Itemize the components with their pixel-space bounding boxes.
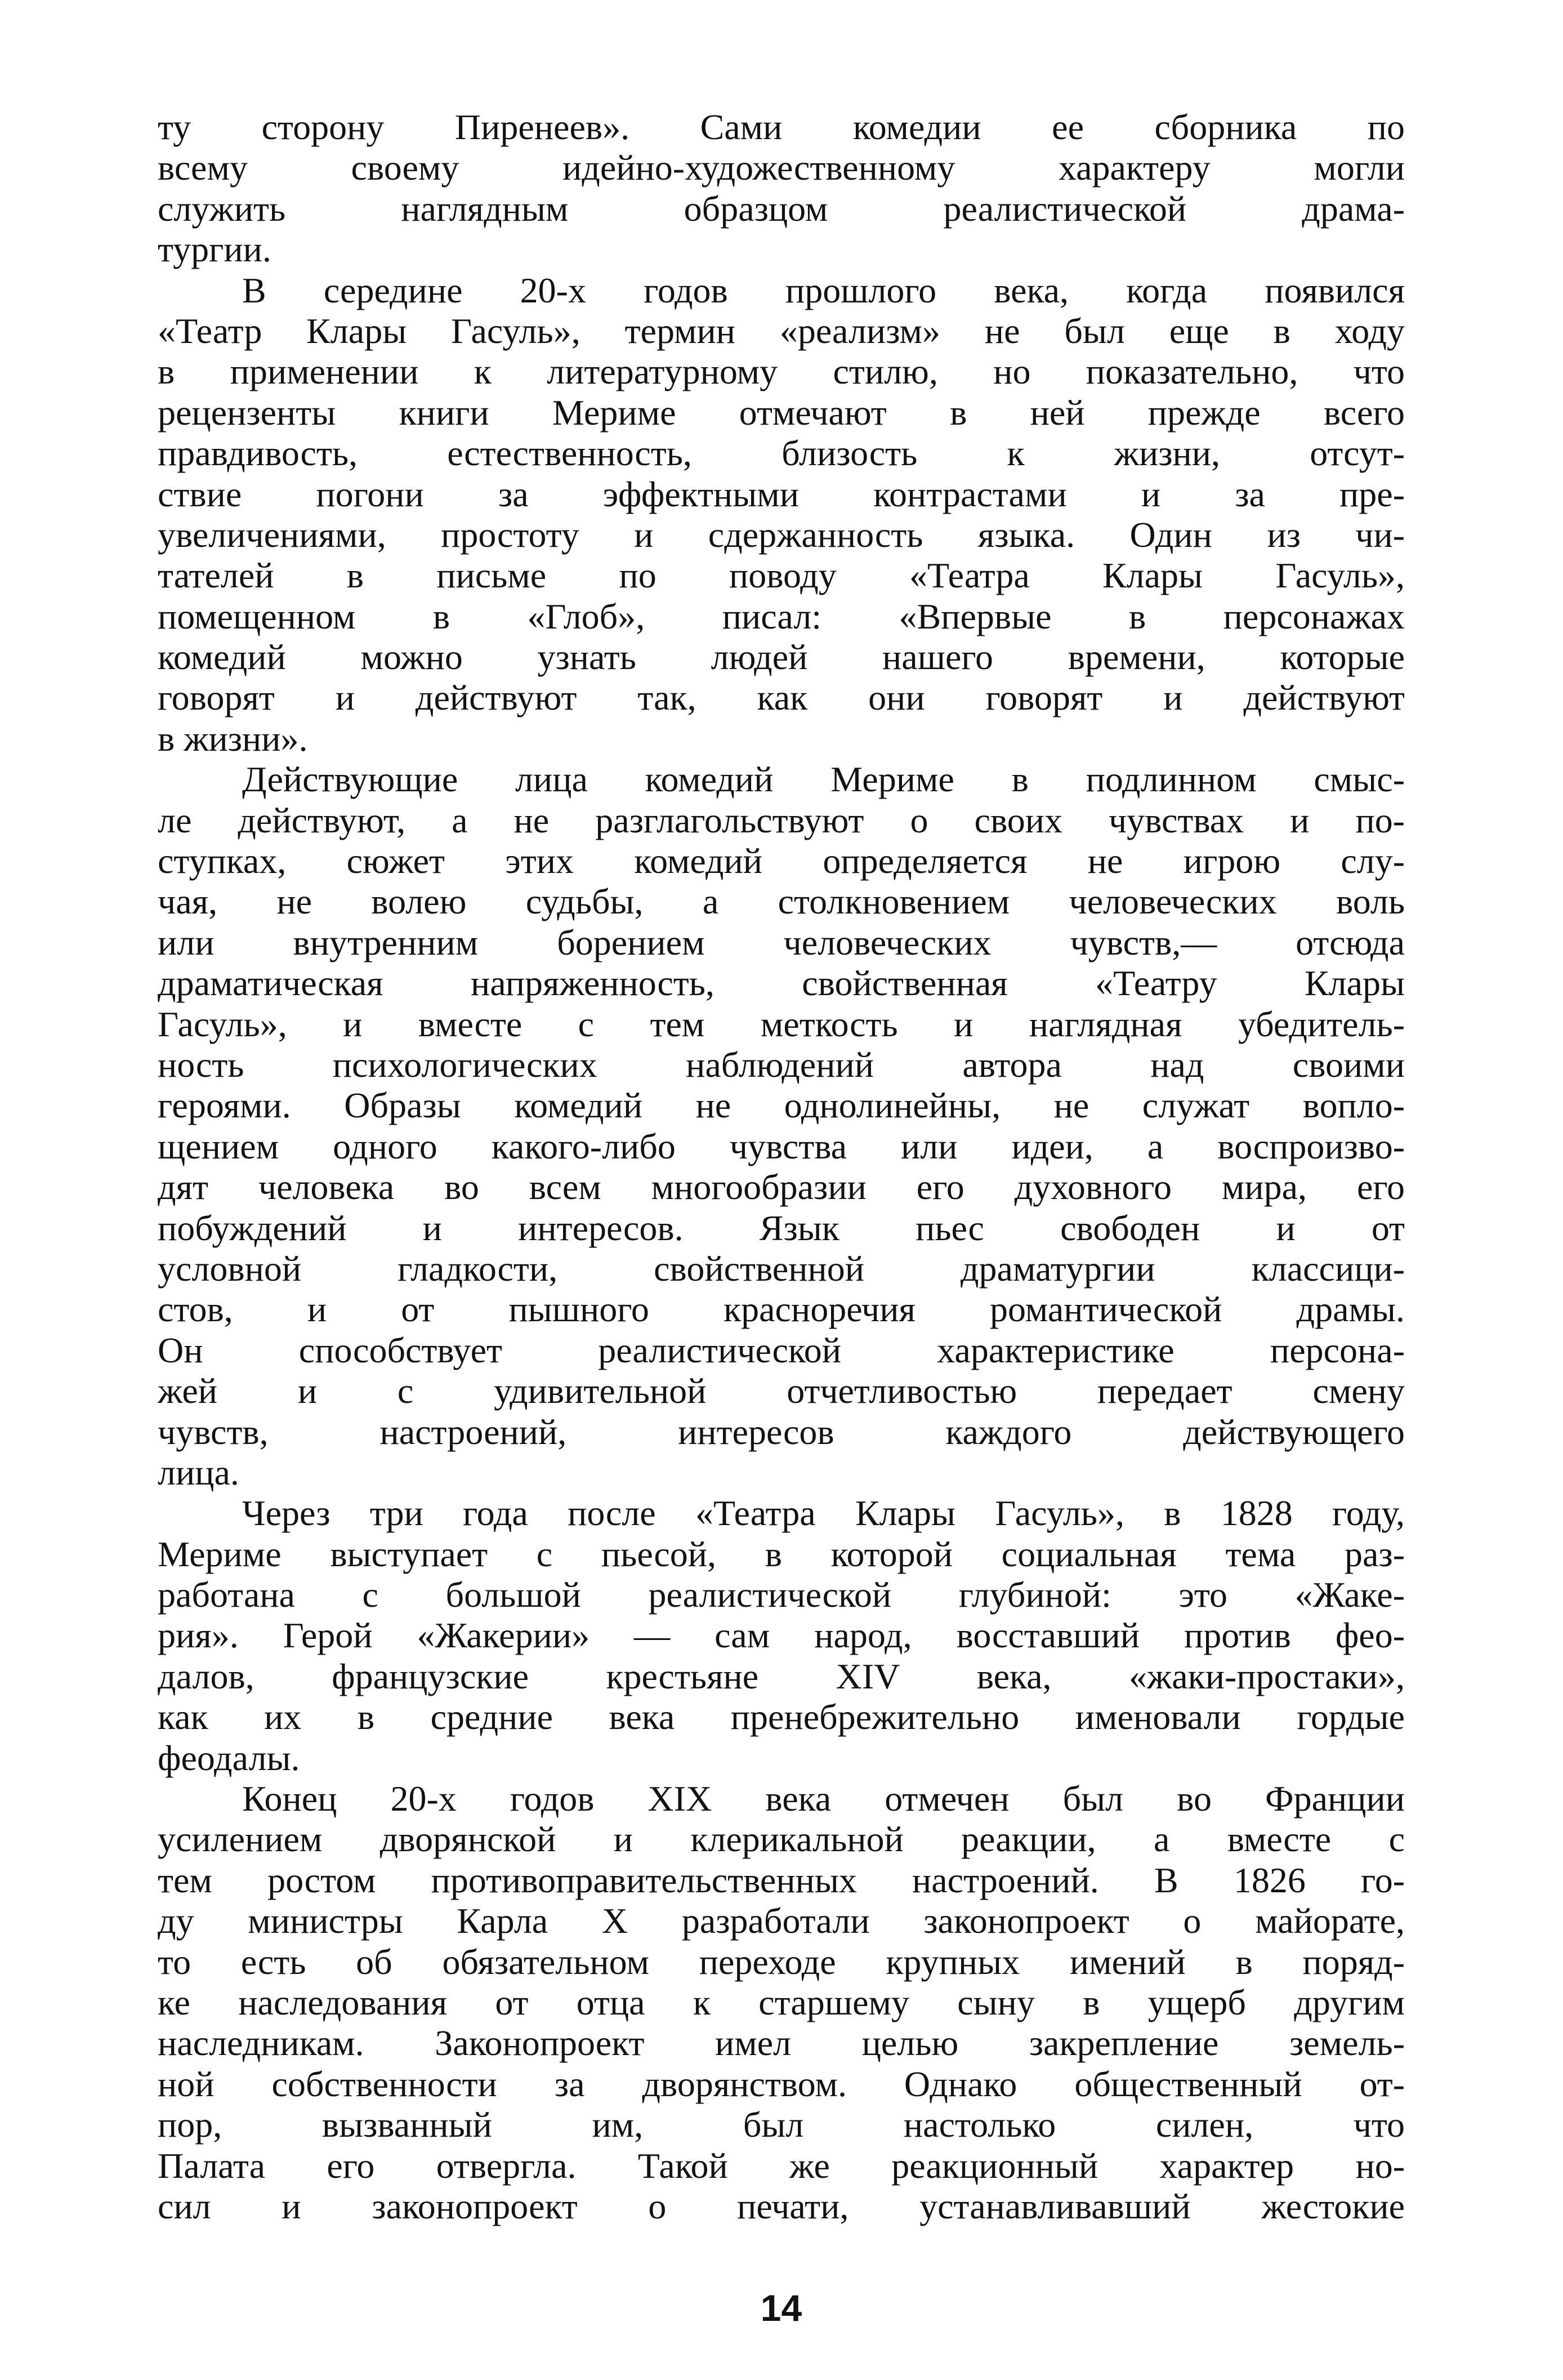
text-line: в применении к литературному стилю, но показательно, что <box>158 351 1405 392</box>
text-line: ту сторону Пиренеев». Сами комедии ее сборника по <box>158 107 1405 147</box>
page-number: 14 <box>760 2287 802 2329</box>
text-line: Мериме выступает с пьесой, в которой социальная тема раз- <box>158 1534 1405 1574</box>
text-line: Гасуль», и вместе с тем меткость и наглядная убедитель- <box>158 1004 1405 1044</box>
paragraph <box>158 270 1405 760</box>
text-line: ной собственности за дворянством. Однако общественный от- <box>158 2063 1405 2104</box>
text-line: работана с большой реалистической глубиной: это «Жаке- <box>158 1575 1405 1615</box>
text-line: жей и с удивительной отчетливостью передает смену <box>158 1371 1405 1411</box>
text-line: пор, вызванный им, был настолько силен, что <box>158 2105 1405 2145</box>
text-line: дят человека во всем многообразии его духовного мира, его <box>158 1167 1405 1207</box>
text-line: в жизни». <box>158 718 308 759</box>
text-line: В середине 20-х годов прошлого века, когда появился <box>242 270 1405 310</box>
text-line: как их в средние века пренебрежительно именовали гордые <box>158 1697 1405 1737</box>
text-line: комедий можно узнать людей нашего времени, которые <box>158 637 1405 678</box>
text-line: ке наследования от отца к старшему сыну в ущерб другим <box>158 1982 1405 2022</box>
text-line: стов, и от пышного красноречия романтической драмы. <box>158 1289 1405 1330</box>
text-line: или внутренним борением человеческих чувств,— отсюда <box>158 922 1405 962</box>
text-line: говорят и действуют так, как они говорят и действуют <box>158 678 1405 718</box>
text-body <box>158 107 1405 2227</box>
text-line: служить наглядным образцом реалистической драма- <box>158 188 1405 229</box>
text-line: феодалы. <box>158 1737 300 1778</box>
text-line: ность психологических наблюдений автора над своими <box>158 1044 1405 1085</box>
text-line: помещенном в «Глоб», писал: «Впервые в персонажах <box>158 596 1405 636</box>
text-line: увеличениями, простоту и сдержанность языка. Один из чи- <box>158 514 1405 555</box>
text-line: Действующие лица комедий Мериме в подлинном смыс- <box>242 759 1405 800</box>
text-line: лица. <box>158 1452 239 1492</box>
text-line: тателей в письме по поводу «Театра Клары Гасуль», <box>158 555 1405 596</box>
text-line: щением одного какого-либо чувства или идеи, а воспроизво- <box>158 1126 1405 1166</box>
text-line: чувств, настроений, интересов каждого действующего <box>158 1411 1405 1452</box>
book-page <box>158 107 1405 2337</box>
text-line: сил и законопроект о печати, устанавливавший жестокие <box>158 2186 1405 2226</box>
text-line: героями. Образы комедий не однолинейны, не служат вопло- <box>158 1085 1405 1126</box>
paragraph <box>158 1493 1405 1779</box>
text-line: то есть об обязательном переходе крупных имений в поряд- <box>158 1941 1405 1982</box>
text-line: тургии. <box>158 229 271 270</box>
text-line: чая, не волею судьбы, а столкновением человеческих воль <box>158 881 1405 922</box>
paragraph <box>158 1779 1405 2227</box>
text-line: ствие погони за эффектными контрастами и за пре- <box>158 474 1405 514</box>
text-line: «Театр Клары Гасуль», термин «реализм» не был еще в ходу <box>158 310 1405 351</box>
text-line: ступках, сюжет этих комедий определяется не игрою слу- <box>158 841 1405 881</box>
text-line: Конец 20-х годов XIX века отмечен был во Франции <box>242 1779 1405 1819</box>
paragraph <box>158 107 1405 270</box>
text-line: всему своему идейно-художественному характеру могли <box>158 148 1405 188</box>
text-line: правдивость, естественность, близость к жизни, отсут- <box>158 433 1405 474</box>
paragraph <box>158 759 1405 1493</box>
text-line: тем ростом противоправительственных настроений. В 1826 го- <box>158 1860 1405 1900</box>
text-line: рия». Герой «Жакерии» — сам народ, восставший против фео- <box>158 1615 1405 1656</box>
text-line: побуждений и интересов. Язык пьес свободен и от <box>158 1207 1405 1248</box>
text-line: далов, французские крестьяне XIV века, «жаки-простаки», <box>158 1656 1405 1696</box>
text-line: Палата его отвергла. Такой же реакционный характер но- <box>158 2145 1405 2186</box>
text-line: Через три года после «Театра Клары Гасуль», в 1828 году, <box>242 1493 1405 1534</box>
text-line: Он способствует реалистической характеристике персона- <box>158 1330 1405 1370</box>
text-line: рецензенты книги Мериме отмечают в ней прежде всего <box>158 392 1405 433</box>
text-line: драматическая напряженность, свойственная «Театру Клары <box>158 963 1405 1004</box>
text-line: наследникам. Законопроект имел целью закрепление земель- <box>158 2023 1405 2063</box>
text-line: условной гладкости, свойственной драматургии классици- <box>158 1248 1405 1289</box>
text-line: усилением дворянской и клерикальной реакции, а вместе с <box>158 1819 1405 1860</box>
text-line: ле действуют, а не разглагольствуют о своих чувствах и по- <box>158 800 1405 840</box>
text-line: ду министры Карла X разработали законопроект о майорате, <box>158 1901 1405 1941</box>
